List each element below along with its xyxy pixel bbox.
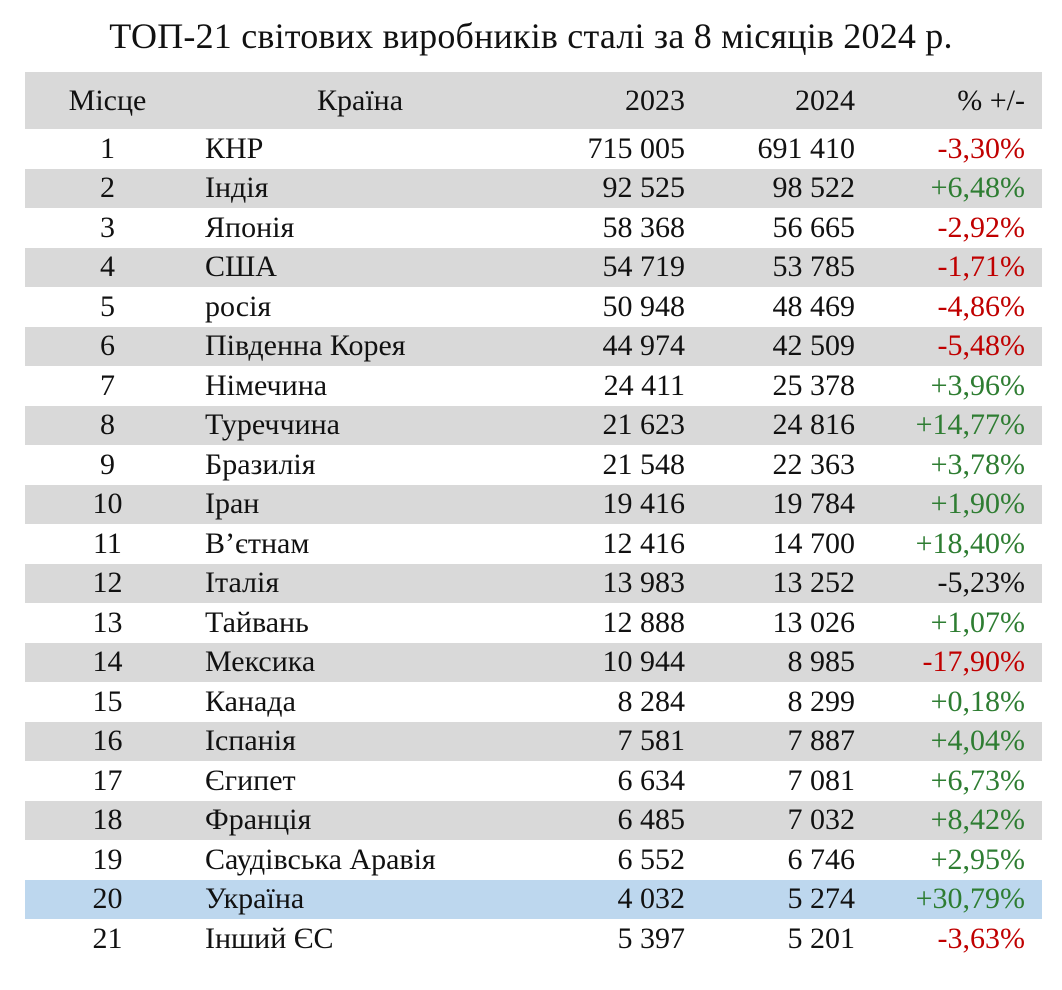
cell-2024: 42 509 [772, 329, 855, 363]
header-2024: 2024 [795, 83, 855, 117]
cell-change: -5,48% [937, 329, 1025, 363]
table-row [25, 682, 1042, 722]
table-row [25, 129, 1042, 169]
cell-change: +1,07% [930, 605, 1025, 639]
cell-2023: 50 948 [602, 289, 685, 323]
cell-country: Іран [205, 487, 260, 521]
cell-2024: 22 363 [772, 447, 855, 481]
cell-2023: 6 634 [617, 763, 685, 797]
steel-producers-table [25, 72, 1042, 959]
cell-change: -5,23% [937, 566, 1025, 600]
cell-2024: 56 665 [772, 210, 855, 244]
cell-rank: 21 [92, 921, 123, 955]
cell-2024: 691 410 [757, 131, 855, 165]
cell-country: КНР [205, 131, 264, 165]
cell-rank: 5 [100, 289, 115, 323]
cell-country: Італія [205, 566, 280, 600]
table-row [25, 761, 1042, 801]
table-row [25, 366, 1042, 406]
cell-2023: 58 368 [602, 210, 685, 244]
cell-rank: 8 [100, 408, 115, 442]
cell-country: Єгипет [205, 763, 296, 797]
cell-2023: 21 548 [602, 447, 685, 481]
cell-2024: 8 299 [787, 684, 855, 718]
cell-2024: 13 026 [772, 605, 855, 639]
cell-2024: 53 785 [772, 250, 855, 284]
cell-2023: 12 888 [602, 605, 685, 639]
cell-2023: 21 623 [602, 408, 685, 442]
cell-change: +4,04% [930, 724, 1025, 758]
cell-country: Франція [205, 803, 312, 837]
cell-country: Інший ЄС [205, 921, 334, 955]
table-row [25, 327, 1042, 367]
table-row [25, 722, 1042, 762]
cell-country: росія [205, 289, 272, 323]
cell-2023: 4 032 [617, 882, 685, 916]
cell-rank: 16 [92, 724, 123, 758]
cell-rank: 4 [100, 250, 115, 284]
table-row [25, 564, 1042, 604]
table-row [25, 840, 1042, 880]
table-row [25, 801, 1042, 841]
cell-change: -17,90% [922, 645, 1025, 679]
cell-change: +3,96% [930, 368, 1025, 402]
cell-country: Південна Корея [205, 329, 406, 363]
cell-rank: 10 [92, 487, 123, 521]
cell-2023: 8 284 [617, 684, 685, 718]
cell-country: Японія [205, 210, 295, 244]
cell-rank: 12 [92, 566, 123, 600]
cell-2024: 13 252 [772, 566, 855, 600]
table-row [25, 919, 1042, 959]
cell-country: Саудівська Аравія [205, 842, 436, 876]
cell-2023: 92 525 [602, 171, 685, 205]
table-row [25, 485, 1042, 525]
table-row [25, 643, 1042, 683]
cell-2024: 5 201 [787, 921, 855, 955]
cell-rank: 15 [92, 684, 123, 718]
cell-change: +18,40% [915, 526, 1025, 560]
cell-2023: 12 416 [602, 526, 685, 560]
cell-rank: 1 [100, 131, 115, 165]
table-row [25, 208, 1042, 248]
cell-rank: 6 [100, 329, 115, 363]
cell-change: +1,90% [930, 487, 1025, 521]
cell-2023: 5 397 [617, 921, 685, 955]
table-header-row [25, 72, 1042, 129]
cell-2023: 13 983 [602, 566, 685, 600]
table-row [25, 248, 1042, 288]
table-row [25, 287, 1042, 327]
cell-2024: 7 081 [787, 763, 855, 797]
cell-country: Тайвань [205, 605, 309, 639]
cell-2024: 7 032 [787, 803, 855, 837]
cell-country: Мексика [205, 645, 316, 679]
cell-rank: 19 [92, 842, 123, 876]
cell-2024: 8 985 [787, 645, 855, 679]
cell-change: +8,42% [930, 803, 1025, 837]
header-change: % +/- [957, 83, 1025, 117]
cell-2023: 54 719 [602, 250, 685, 284]
cell-rank: 14 [92, 645, 123, 679]
cell-rank: 2 [100, 171, 115, 205]
cell-2023: 44 974 [602, 329, 685, 363]
header-rank: Місце [68, 83, 147, 117]
cell-country: В’єтнам [205, 526, 310, 560]
cell-2023: 19 416 [602, 487, 685, 521]
cell-country: Україна [205, 882, 305, 916]
cell-change: +30,79% [915, 882, 1025, 916]
cell-2023: 7 581 [617, 724, 685, 758]
cell-change: -1,71% [937, 250, 1025, 284]
cell-country: Туреччина [205, 408, 340, 442]
cell-change: -3,63% [937, 921, 1025, 955]
cell-change: +2,95% [930, 842, 1025, 876]
cell-change: +14,77% [915, 408, 1025, 442]
cell-rank: 3 [100, 210, 115, 244]
cell-change: +6,48% [930, 171, 1025, 205]
table-row [25, 880, 1042, 920]
cell-country: Іспанія [205, 724, 296, 758]
cell-rank: 7 [100, 368, 115, 402]
cell-rank: 13 [92, 605, 123, 639]
cell-country: Канада [205, 684, 296, 718]
cell-change: +6,73% [930, 763, 1025, 797]
cell-change: -3,30% [937, 131, 1025, 165]
cell-change: +3,78% [930, 447, 1025, 481]
table-row [25, 406, 1042, 446]
header-country: Країна [317, 83, 404, 117]
cell-rank: 20 [92, 882, 123, 916]
header-2023: 2023 [625, 83, 685, 117]
cell-rank: 9 [100, 447, 115, 481]
cell-country: Німечина [205, 368, 328, 402]
cell-2024: 6 746 [787, 842, 855, 876]
cell-2023: 715 005 [587, 131, 685, 165]
table-body [25, 129, 1042, 959]
cell-2023: 24 411 [603, 368, 685, 402]
table-row [25, 169, 1042, 209]
cell-2023: 6 485 [617, 803, 685, 837]
cell-rank: 11 [93, 526, 122, 560]
cell-2024: 7 887 [787, 724, 855, 758]
cell-change: -4,86% [937, 289, 1025, 323]
cell-2024: 19 784 [772, 487, 855, 521]
cell-2024: 98 522 [772, 171, 855, 205]
cell-2023: 6 552 [617, 842, 685, 876]
cell-country: Бразилія [205, 447, 316, 481]
page-title: ТОП-21 світових виробників сталі за 8 місяців 2024 р. [109, 16, 953, 56]
cell-2024: 5 274 [787, 882, 855, 916]
cell-2024: 24 816 [772, 408, 855, 442]
cell-2024: 48 469 [772, 289, 855, 323]
cell-rank: 18 [92, 803, 123, 837]
table-row [25, 603, 1042, 643]
cell-2024: 14 700 [772, 526, 855, 560]
cell-change: -2,92% [937, 210, 1025, 244]
cell-change: +0,18% [930, 684, 1025, 718]
table-row [25, 524, 1042, 564]
cell-country: Індія [205, 171, 269, 205]
table-row [25, 445, 1042, 485]
cell-country: США [205, 250, 277, 284]
cell-rank: 17 [92, 763, 123, 797]
cell-2023: 10 944 [602, 645, 685, 679]
cell-2024: 25 378 [772, 368, 855, 402]
